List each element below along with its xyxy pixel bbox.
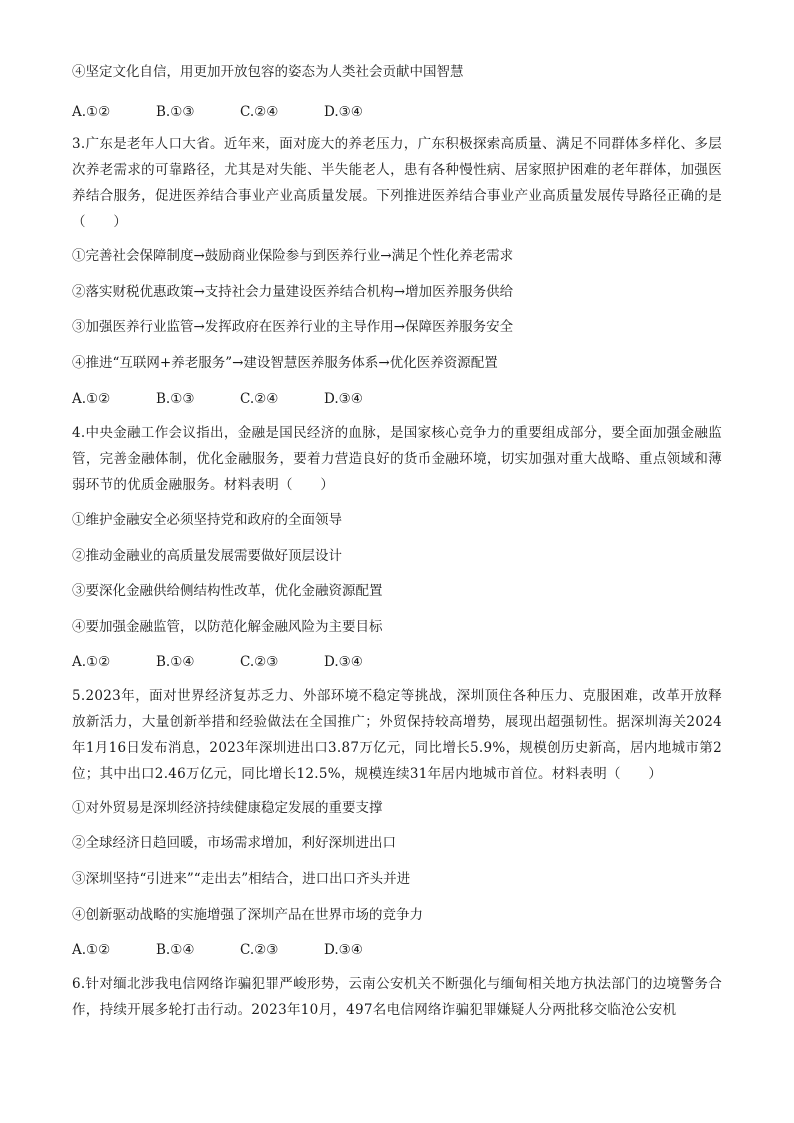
q3-option-1: ①完善社会保障制度→鼓励商业保险参与到医养行业→满足个性化养老需求: [72, 248, 514, 264]
q3-answer-choices: [72, 390, 363, 408]
q2-answer-d: D.③④: [324, 104, 363, 120]
q3-stem: 3.广东是老年人口大省。近年来，面对庞大的养老压力，广东积极探索高质量、满足不同群体多样化、多层次养老需求的可靠路径，尤其是对失能、半失能老人，患有各种慢性病、居家照护困难的老年群体，加强医养结合服务，促进医养结合事业产业高质量发展。下列推进医养结合事业产业高质量发展传导路径正确的是（ ）: [72, 136, 722, 230]
q4-answer-b: B.①④: [156, 654, 195, 670]
q3-option-3: ③加强医养行业监管→发挥政府在医养行业的主导作用→保障医养服务安全: [72, 319, 514, 335]
q4-answer-a: A.①②: [72, 654, 111, 670]
q5-option-2: ②全球经济日趋回暖，市场需求增加，利好深圳进出口: [72, 835, 396, 851]
q6-stem: 6.针对缅北涉我电信网络诈骗犯罪严峻形势，云南公安机关不断强化与缅甸相关地方执法部门的边境警务合作，持续开展多轮打击行动。2023年10月，497名电信网络诈骗犯罪嫌疑人分两批移交临沧公安机: [72, 976, 722, 1018]
q5-option-3: ③深圳坚持“引进来”“走出去”相结合，进口出口齐头并进: [72, 871, 411, 887]
q3-answer-c: C.②④: [240, 391, 279, 407]
q5-answer-choices: [72, 941, 363, 959]
q3-option-4: ④推进“互联网+养老服务”→建设智慧医养服务体系→优化医养资源配置: [72, 355, 498, 371]
q5-option-4: ④创新驱动战略的实施增强了深圳产品在世界市场的竞争力: [72, 907, 423, 923]
q4-option-3: ③要深化金融供给侧结构性改革，优化金融资源配置: [72, 583, 383, 599]
q4-answer-choices: [72, 653, 363, 671]
q5-answer-d: D.③④: [324, 942, 363, 958]
q2-answer-choices: [72, 103, 363, 121]
q2-answer-b: B.①③: [156, 104, 195, 120]
q3-answer-d: D.③④: [324, 391, 363, 407]
q3-option-2: ②落实财税优惠政策→支持社会力量建设医养结合机构→增加医养服务供给: [72, 284, 514, 300]
q4-answer-c: C.②③: [240, 654, 279, 670]
q3-answer-a: A.①②: [72, 391, 111, 407]
q5-answer-b: B.①④: [156, 942, 195, 958]
q5-stem: 5.2023年，面对世界经济复苏乏力、外部环境不稳定等挑战，深圳顶住各种压力、克服困难，改革开放释放新活力，大量创新举措和经验做法在全国推广；外贸保持较高增势，展现出超强韧性。据深圳海关2024年1月16日发布消息，2023年深圳进出口3.87万亿元，同比增长5.9%，规模创历史新高，居内地城市第2位；其中出口2.46万亿元，同比增长12.5%，规模连续31年居内地城市首位。材料表明（ ）: [72, 688, 722, 782]
q5-option-1: ①对外贸易是深圳经济持续健康稳定发展的重要支撑: [72, 800, 383, 816]
q4-answer-d: D.③④: [324, 654, 363, 670]
q2-answer-c: C.②④: [240, 104, 279, 120]
q3-answer-b: B.①③: [156, 391, 195, 407]
q4-option-1: ①维护金融安全必须坚持党和政府的全面领导: [72, 512, 342, 528]
q4-stem: 4.中央金融工作会议指出，金融是国民经济的血脉，是国家核心竞争力的重要组成部分，要全面加强金融监管，完善金融体制，优化金融服务，要着力营造良好的货币金融环境，切实加强对重大战略、重点领域和薄弱环节的优质金融服务。材料表明（ ）: [72, 425, 722, 493]
q2-option-4: ④坚定文化自信，用更加开放包容的姿态为人类社会贡献中国智慧: [72, 64, 464, 80]
q5-answer-c: C.②③: [240, 942, 279, 958]
q4-option-4: ④要加强金融监管，以防范化解金融风险为主要目标: [72, 619, 383, 635]
q2-answer-a: A.①②: [72, 104, 111, 120]
q5-answer-a: A.①②: [72, 942, 111, 958]
q4-option-2: ②推动金融业的高质量发展需要做好顶层设计: [72, 548, 342, 564]
